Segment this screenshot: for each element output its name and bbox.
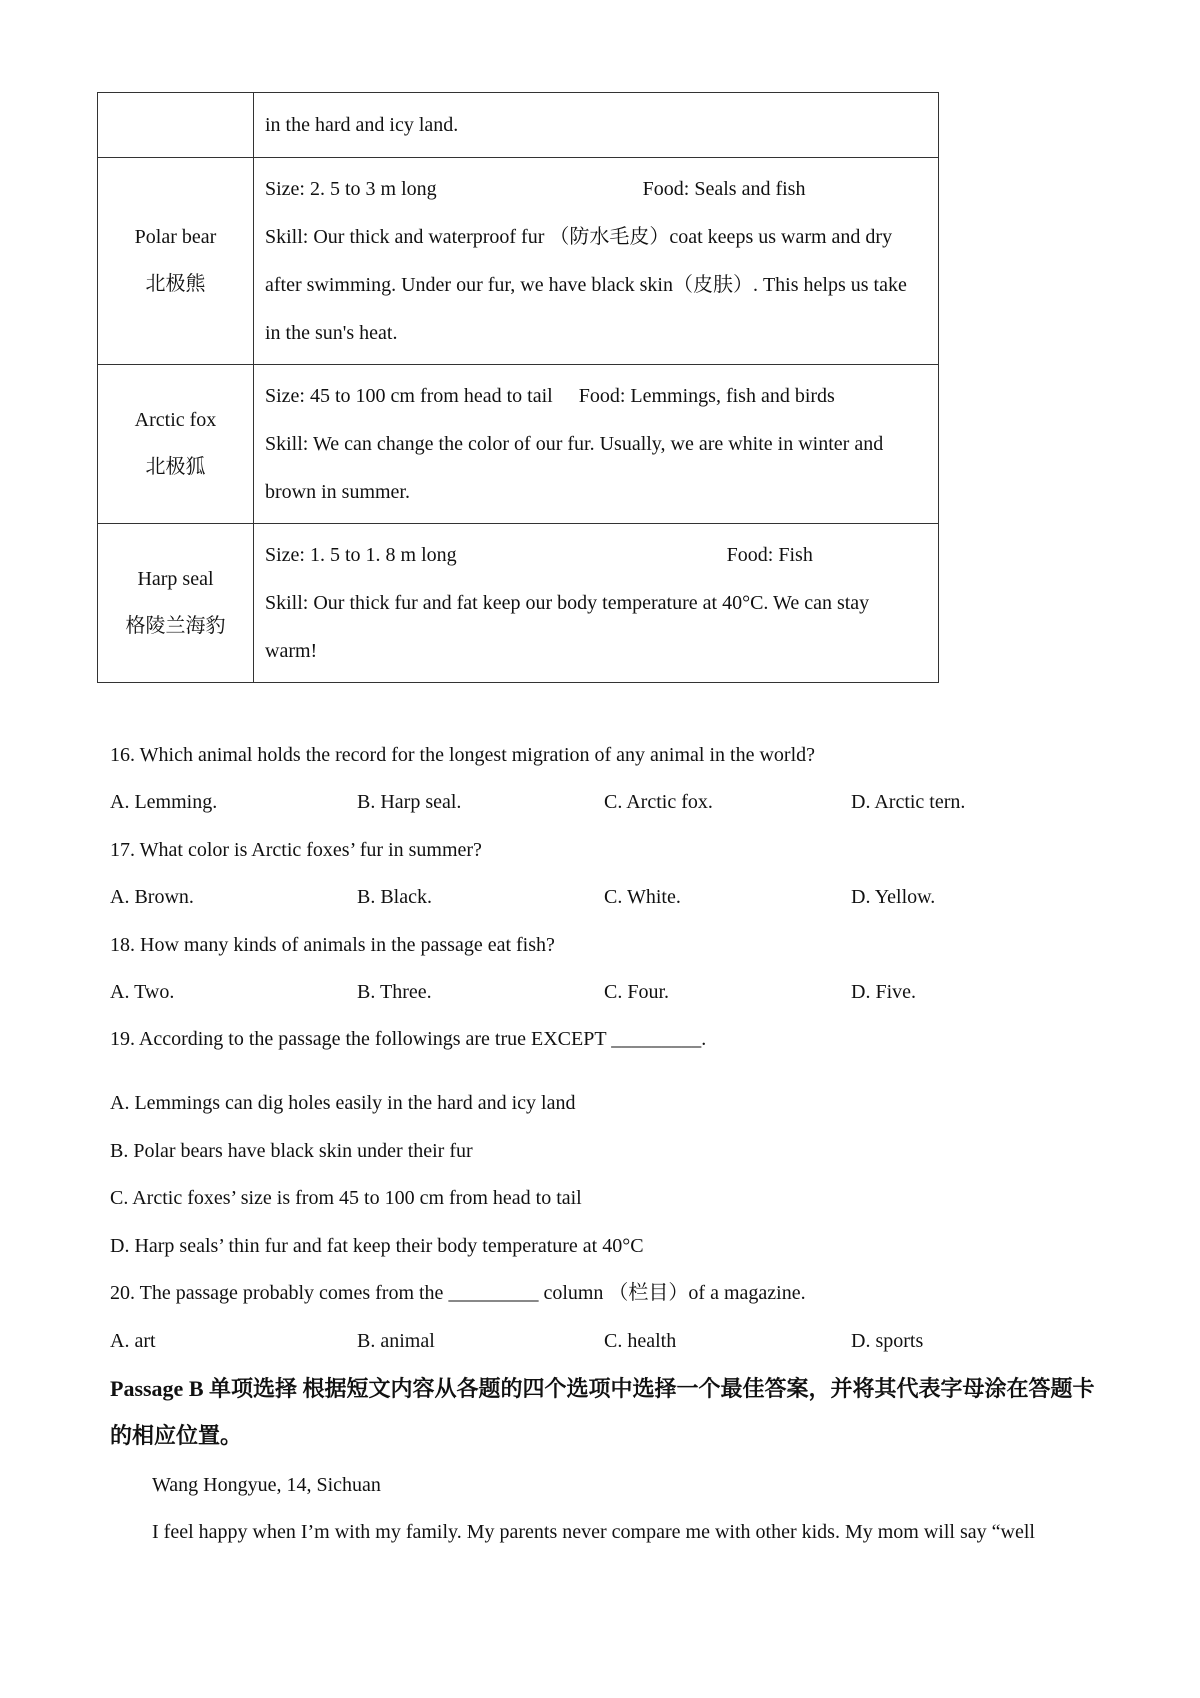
size-food-line bbox=[265, 165, 938, 213]
size-text: Size: 45 to 100 cm from head to tail bbox=[265, 385, 553, 407]
question-20-blank[interactable]: _________ bbox=[448, 1282, 539, 1304]
table-row bbox=[98, 158, 939, 365]
animal-name: Harp seal bbox=[137, 568, 214, 590]
question-16-option-d[interactable]: D. Arctic tern. bbox=[851, 791, 966, 813]
info-line: in the sun's heat. bbox=[265, 322, 398, 344]
question-18-option-b[interactable]: B. Three. bbox=[357, 981, 432, 1003]
question-19-option-b[interactable]: B. Polar bears have black skin under their fur bbox=[110, 1140, 473, 1162]
question-19-stem: 19. According to the passage the followings are true EXCEPT _________. bbox=[110, 1028, 707, 1050]
animal-name-chinese: 北极熊 bbox=[145, 273, 206, 295]
question-16-option-a[interactable]: A. Lemming. bbox=[110, 791, 218, 813]
question-16-option-b[interactable]: B. Harp seal. bbox=[357, 791, 462, 813]
question-18-stem: 18. How many kinds of animals in the passage eat fish? bbox=[110, 934, 555, 956]
question-20-option-b[interactable]: B. animal bbox=[357, 1330, 435, 1352]
table-row bbox=[98, 365, 939, 524]
animal-name-chinese: 格陵兰海豹 bbox=[125, 615, 226, 637]
animal-name-chinese: 北极狐 bbox=[145, 456, 206, 478]
question-19-option-a[interactable]: A. Lemmings can dig holes easily in the hard and icy land bbox=[110, 1092, 576, 1114]
question-20-stem-end: column （栏目）of a magazine. bbox=[543, 1282, 806, 1304]
passage-b-heading: Passage B 单项选择 根据短文内容从各题的四个选项中选择一个最佳答案，并将其代表字母涂在答题卡的相应位置。 bbox=[110, 1376, 1095, 1448]
question-20-stem bbox=[110, 1279, 806, 1307]
question-17-option-a[interactable]: A. Brown. bbox=[110, 886, 194, 908]
question-17-option-b[interactable]: B. Black. bbox=[357, 886, 432, 908]
animal-name: Arctic fox bbox=[134, 409, 217, 431]
info-line: Skill: We can change the color of our fur. Usually, we are white in winter and bbox=[265, 433, 884, 455]
question-18-option-c[interactable]: C. Four. bbox=[604, 981, 670, 1003]
info-line: Skill: Our thick and waterproof fur （防水毛皮）coat keeps us warm and dry bbox=[265, 226, 893, 248]
question-16-stem: 16. Which animal holds the record for the longest migration of any animal in the world? bbox=[110, 744, 815, 766]
animal-info-cell bbox=[254, 93, 939, 158]
question-19-option-c[interactable]: C. Arctic foxes’ size is from 45 to 100 cm from head to tail bbox=[110, 1187, 582, 1209]
animal-name-cell bbox=[98, 365, 254, 524]
question-19-option-d[interactable]: D. Harp seals’ thin fur and fat keep their body temperature at 40°C bbox=[110, 1235, 644, 1257]
animal-name-cell bbox=[98, 524, 254, 683]
table-row bbox=[98, 93, 939, 158]
question-20-option-d[interactable]: D. sports bbox=[851, 1330, 924, 1352]
question-20-option-a[interactable]: A. art bbox=[110, 1330, 156, 1352]
question-16-option-c[interactable]: C. Arctic fox. bbox=[604, 791, 713, 813]
info-line: after swimming. Under our fur, we have black skin（皮肤）. This helps us take bbox=[265, 274, 907, 296]
arctic-animals-table bbox=[97, 92, 939, 683]
info-line: warm! bbox=[265, 640, 318, 662]
passage-b-author: Wang Hongyue, 14, Sichuan bbox=[152, 1474, 381, 1496]
question-17-option-c[interactable]: C. White. bbox=[604, 886, 681, 908]
food-text: Food: Seals and fish bbox=[642, 178, 806, 200]
question-17-option-d[interactable]: D. Yellow. bbox=[851, 886, 936, 908]
question-20-stem-start: 20. The passage probably comes from the bbox=[110, 1282, 444, 1304]
table-row bbox=[98, 524, 939, 683]
animal-info-cell bbox=[254, 365, 939, 524]
size-text: Size: 2. 5 to 3 m long bbox=[265, 178, 437, 200]
info-line: brown in summer. bbox=[265, 481, 410, 503]
question-18-option-a[interactable]: A. Two. bbox=[110, 981, 175, 1003]
passage-b-text: I feel happy when I’m with my family. My parents never compare me with other kids. My mom will say “well bbox=[152, 1521, 1035, 1543]
animal-name: Polar bear bbox=[134, 226, 217, 248]
size-text: Size: 1. 5 to 1. 8 m long bbox=[265, 544, 457, 566]
food-text: Food: Lemmings, fish and birds bbox=[578, 385, 835, 407]
info-line: in the hard and icy land. bbox=[265, 114, 459, 136]
question-18-option-d[interactable]: D. Five. bbox=[851, 981, 916, 1003]
question-17-stem: 17. What color is Arctic foxes’ fur in summer? bbox=[110, 839, 482, 861]
animal-info-cell bbox=[254, 524, 939, 683]
animal-name-cell bbox=[98, 158, 254, 365]
question-20-option-c[interactable]: C. health bbox=[604, 1330, 677, 1352]
food-text: Food: Fish bbox=[726, 544, 813, 566]
size-food-line bbox=[265, 372, 938, 420]
animal-name-cell bbox=[98, 93, 254, 158]
animal-info-cell bbox=[254, 158, 939, 365]
info-line: Skill: Our thick fur and fat keep our body temperature at 40°C. We can stay bbox=[265, 592, 870, 614]
size-food-line bbox=[265, 531, 938, 579]
